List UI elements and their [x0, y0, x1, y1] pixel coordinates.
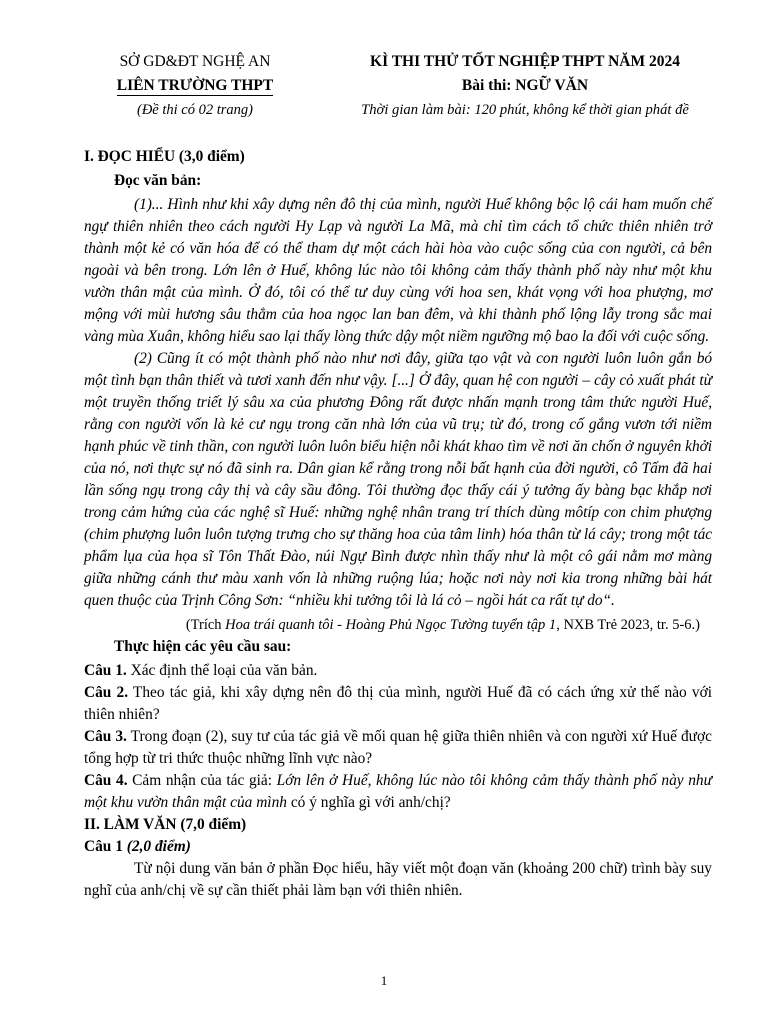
question-text: Theo tác giả, khi xây dựng nên đô thị của mình, người Huế đã có cách ứng xử thế nào với thiên nhiên?: [84, 684, 712, 723]
exam-title: KÌ THI THỬ TỐT NGHIỆP THPT NĂM 2024: [370, 53, 680, 70]
school-name-text: LIÊN TRƯỜNG THPT: [116, 77, 274, 94]
passage-paragraph-2: (2) Cũng ít có một thành phố nào như nơi đây, giữa tạo vật và con người luôn luôn gắn bó một tình bạn thân thiết và tươi xanh đến như vậy. [...] Ở đây, quan hệ con người – cây cỏ xuất phát từ một truyền thống triết lý sâu xa của phương Đông rất được nhấn mạnh trong tâm thức người Huế, rằng con người vốn là kẻ cư ngụ trong căn nhà lớn của vũ trụ; từ đó, trong cố gắng vươn tới niềm hạnh phúc về tinh thần, con người luôn luôn biểu hiện nỗi khát khao tìm về nơi ăn chốn ở nguyên khởi của nó, nơi thực sự nó đã sinh ra. Dân gian kể rằng trong nỗi bất hạnh của đời người, cô Tấm đã hai lần sống ngụ trong cây thị và cây sầu đông. Tôi thường đọc thấy cái ý tưởng ấy bàng bạc khắp nơi trong cảm hứng của các nghệ sĩ Huế: những nghệ nhân trang trí thích dùng môtíp con chim phượng (chim phượng luôn luôn tượng trưng cho sự thăng hoa của tâm linh) hóa thân từ lá cây; trong một tác phẩm lụa của họa sĩ Tôn Thất Đào, núi Ngự Bình được nhìn thấy như là một cô gái nằm mơ màng giữa những cánh thư màu xanh vốn là những ruộng lúa; hoặc nơi này nơi kia trong những bài hát quen thuộc của Trịnh Công Sơn: “nhiều khi tưởng tôi là lá cỏ – ngồi hát ca rất tự do“.: [84, 350, 712, 609]
section-writing-title: II. LÀM VĂN (7,0 điểm): [84, 816, 247, 833]
question-3: [84, 726, 712, 770]
question-label: Câu 2.: [84, 684, 129, 701]
citation-title: Hoa trái quanh tôi - Hoàng Phủ Ngọc Tường tuyển tập 1: [225, 617, 557, 633]
school-name: [86, 74, 304, 98]
question-text: Xác định thể loại của văn bản.: [126, 662, 318, 679]
citation-suffix: , NXB Trẻ 2023, tr. 5-6.): [556, 617, 700, 633]
section-reading-title: I. ĐỌC HIỂU (3,0 điểm): [84, 148, 245, 165]
question-2: [84, 682, 712, 726]
writing-question-1-text: Từ nội dung văn bản ở phần Đọc hiểu, hãy viết một đoạn văn (khoảng 200 chữ) trình bày suy nghĩ của anh/chị về sự cần thiết phải làm bạn với thiên nhiên.: [84, 860, 712, 899]
writing-question-points: (2,0 điểm): [126, 838, 191, 855]
question-text: Cảm nhận của tác giả:: [127, 772, 277, 789]
header-left: [86, 50, 304, 122]
question-label: Câu 1.: [84, 662, 127, 679]
source-citation: [84, 614, 712, 636]
page-count-note: (Đề thi có 02 trang): [137, 102, 253, 118]
tasks-label: Thực hiện các yêu cầu sau:: [114, 638, 292, 655]
passage-paragraph-1: (1)... Hình như khi xây dựng nên đô thị của mình, người Huế không bộc lộ cái ham muốn chế ngự thiên nhiên theo cách người Hy Lạp và người La Mã, mà chỉ tìm cách tổ chức thiên nhiên trở thành một kẻ có văn hóa để có thể tham dự một cách hài hòa vào cuộc sống của con người, cả bên ngoài và bên trong. Lớn lên ở Huế, không lúc nào tôi không cảm thấy thành phố này như một khu vườn thân mật của mình. Ở đó, tôi có thể tư duy cùng với hoa sen, khát vọng với hoa phượng, mơ mộng với mùi hương sâu thẳm của hoa ngọc lan ban đêm, và khi thành phố lộng lẫy trong sắc mai vàng mùa Xuân, không hiểu sao lại thấy lòng thức dậy một niềm ngưỡng mộ bao la đối với cuộc sống.: [84, 196, 712, 345]
question-label: Câu 3.: [84, 728, 127, 745]
question-quote: Lớn lên ở Huế, không lúc nào tôi không cảm thấy thành phố này như một khu vườn thân mật của mình: [84, 772, 713, 811]
writing-question-label: Câu 1: [84, 838, 127, 855]
page-number: 1: [380, 973, 388, 988]
question-4: [84, 770, 712, 814]
exam-body: [84, 146, 712, 902]
question-text: Trong đoạn (2), suy tư của tác giả về mối quan hệ giữa thiên nhiên và con người xứ Huế được tổng hợp từ tri thức thuộc những lĩnh vực nào?: [84, 728, 712, 767]
writing-question-1-heading: [84, 836, 712, 858]
exam-subject: Bài thi: NGỮ VĂN: [461, 77, 589, 94]
department-name: SỞ GD&ĐT NGHỆ AN: [119, 53, 271, 70]
citation-prefix: (Trích: [185, 617, 226, 633]
header-right: [326, 50, 724, 122]
exam-duration: Thời gian làm bài: 120 phút, không kể thời gian phát đề: [361, 102, 689, 118]
question-text-end: có ý nghĩa gì với anh/chị?: [290, 794, 451, 811]
read-text-label: Đọc văn bản:: [114, 172, 202, 189]
question-1: [84, 660, 712, 682]
question-label: Câu 4.: [84, 772, 128, 789]
